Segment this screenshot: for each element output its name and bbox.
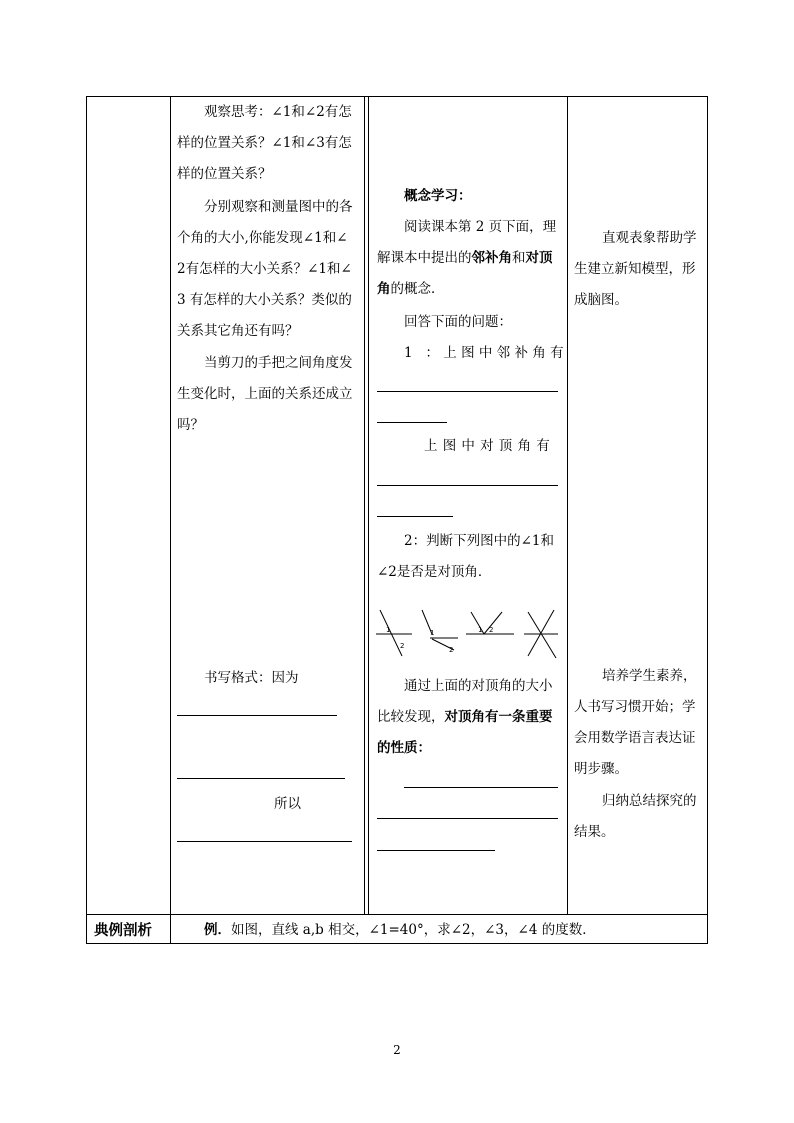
fill-blank-line [177, 841, 352, 842]
question-2-line-1: 2：判断下列图中的∠1和 [404, 533, 554, 549]
term-vertical-angle: 对顶 [525, 250, 553, 266]
answer-title: 回答下面的问题： [404, 314, 512, 330]
figure-2 [422, 610, 458, 650]
intent-2-line-3: 会用数学语言表达证 [574, 730, 696, 746]
read-line-2 [377, 248, 553, 269]
fill-blank-line [377, 422, 447, 423]
figure-label: 1 [478, 626, 483, 634]
question-1a: 1 ：上图中邻补角有 [404, 345, 568, 361]
column-divider [364, 97, 365, 915]
intent-1-line-1: 直观表象帮助学 [602, 230, 697, 246]
measure-line-1: 分别观察和测量图中的各 [204, 199, 353, 215]
read-text: 的概念． [390, 281, 445, 297]
figure-label: 1 [430, 629, 435, 637]
read-line-3 [377, 279, 445, 300]
term-vertical-angle-end: 角 [377, 281, 391, 297]
observe-line-2: 样的位置关系？∠1和∠3有怎 [177, 135, 352, 151]
format-label: 书写格式：因为 [204, 670, 299, 686]
fill-blank-line [177, 778, 345, 779]
figure-label: 2 [489, 626, 494, 634]
fill-blank-line [377, 818, 558, 819]
fill-blank-line [377, 391, 558, 392]
intent-2-line-2: 人书写习惯开始；学 [574, 699, 696, 715]
intent-1-line-2: 生建立新知模型，形 [574, 261, 696, 277]
intent-3-line-1: 归纳总结探究的 [602, 793, 697, 809]
figure-label: 1 [386, 626, 391, 634]
read-text: 和 [512, 250, 526, 266]
column-divider [170, 97, 171, 943]
example-text [204, 920, 596, 941]
example-body: 如图，直线 a,b 相交，∠1=40°，求∠2，∠3，∠4 的度数． [231, 922, 596, 938]
compare-line-3: 的性质： [377, 740, 431, 756]
scissors-line-2: 生变化时，上面的关系还成立 [177, 386, 353, 402]
compare-line-1: 通过上面的对顶角的大小 [404, 678, 553, 694]
figure-4 [524, 610, 558, 658]
fill-blank-line [377, 850, 495, 851]
measure-line-2: 个角的大小,你能发现∠1和∠ [177, 230, 348, 246]
page-number: 2 [393, 1043, 401, 1057]
angle-figures [374, 608, 560, 664]
scissors-line-1: 当剪刀的手把之间角度发 [204, 355, 353, 371]
figure-label: 2 [449, 646, 454, 654]
scissors-line-3: 吗？ [177, 417, 204, 433]
measure-line-4: 3 有怎样的大小关系？类似的 [177, 292, 352, 308]
intent-3-line-2: 结果。 [574, 824, 615, 840]
question-2-line-2: ∠2是否是对顶角． [377, 564, 492, 580]
example-row-label: 典例剖析 [94, 922, 152, 939]
question-1b: 上图中对顶角有 [424, 438, 555, 454]
intent-2-line-1: 培养学生素养， [602, 668, 697, 684]
property-text: 对顶角有一条重要 [444, 709, 553, 725]
compare-text: 比较发现， [377, 709, 445, 725]
intent-1-line-3: 成脑图。 [574, 292, 628, 308]
so-label: 所以 [274, 796, 301, 812]
lesson-table [86, 96, 708, 944]
figure-label: 2 [400, 642, 405, 650]
figure-1 [376, 610, 412, 656]
column-divider [368, 97, 369, 915]
measure-line-3: 2有怎样的大小关系？∠1和∠ [177, 261, 352, 277]
fill-blank-line [377, 516, 453, 517]
concept-title: 概念学习： [404, 188, 472, 204]
intent-2-line-4: 明步骤。 [574, 761, 628, 777]
measure-line-5: 关系其它角还有吗？ [177, 323, 299, 339]
example-lead: 例． [204, 922, 231, 938]
observe-line-1: 观察思考：∠1和∠2有怎 [204, 104, 352, 120]
term-adjacent-angle: 邻补角 [471, 250, 512, 266]
read-line-1: 阅读课本第 2 页下面，理 [404, 219, 557, 235]
read-text: 解课本中提出的 [377, 250, 472, 266]
fill-blank-line [404, 787, 558, 788]
fill-blank-line [177, 715, 337, 716]
observe-line-3: 样的位置关系？ [177, 166, 272, 182]
column-divider [567, 97, 568, 915]
fill-blank-line [377, 485, 558, 486]
compare-line-2 [377, 707, 553, 728]
row-divider [87, 914, 707, 915]
